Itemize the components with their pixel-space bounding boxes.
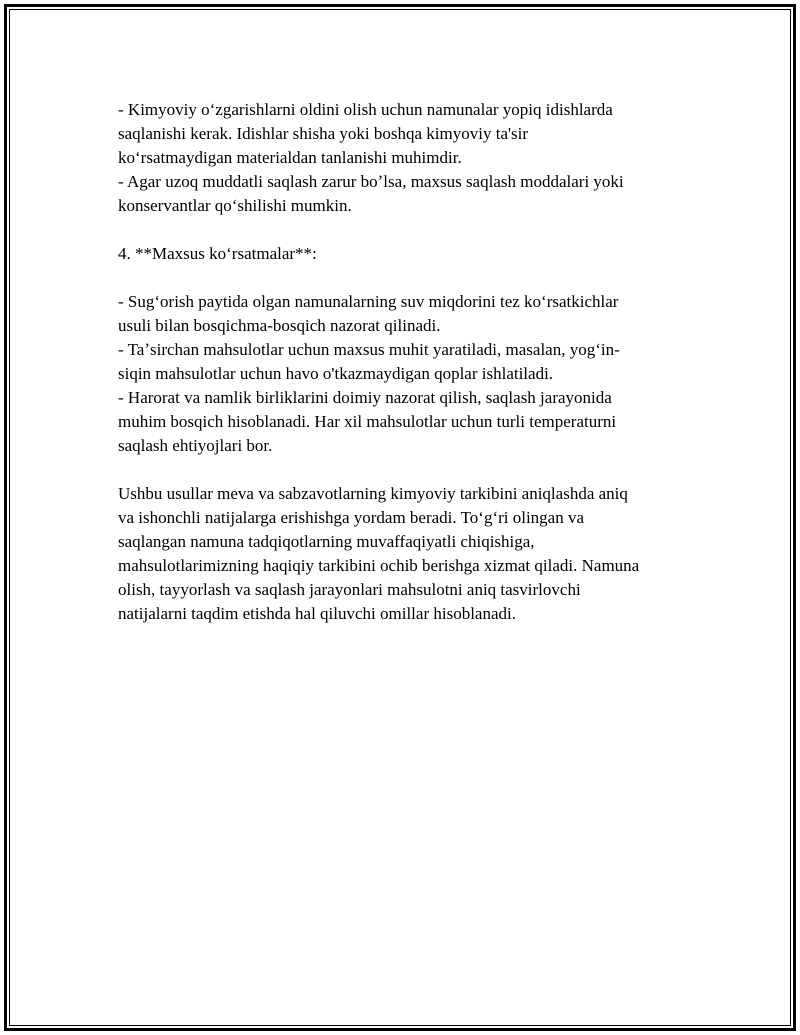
section-heading: [118, 242, 698, 266]
text-line: konservantlar qoʻshilishi mumkin.: [118, 196, 352, 215]
text-line: 4. **Maxsus koʻrsatmalar**:: [118, 244, 317, 263]
text-line: olish, tayyorlash va saqlash jarayonlari mahsulotni aniq tasvirlovchi: [118, 580, 581, 599]
text-line: - Harorat va namlik birliklarini doimiy nazorat qilish, saqlash jarayonida: [118, 388, 612, 407]
text-line: usuli bilan bosqichma-bosqich nazorat qilinadi.: [118, 316, 441, 335]
text-line: - Kimyoviy oʻzgarishlarni oldini olish uchun namunalar yopiq idishlarda: [118, 100, 613, 119]
document-body: [118, 98, 698, 626]
paragraph-spacer: [118, 218, 698, 242]
text-line: natijalarni taqdim etishda hal qiluvchi omillar hisoblanadi.: [118, 604, 516, 623]
text-line: saqlangan namuna tadqiqotlarning muvaffaqiyatli chiqishiga,: [118, 532, 535, 551]
text-line: va ishonchli natijalarga erishishga yordam beradi. Toʻgʻri olingan va: [118, 508, 585, 527]
text-line: siqin mahsulotlar uchun havo o'tkazmaydigan qoplar ishlatiladi.: [118, 364, 554, 383]
page-border: [4, 4, 796, 1031]
text-line: koʻrsatmaydigan materialdan tanlanishi muhimdir.: [118, 148, 462, 167]
text-line: - Agar uzoq muddatli saqlash zarur boʼlsa, maxsus saqlash moddalari yoki: [118, 172, 624, 191]
text-line: - Taʼsirchan mahsulotlar uchun maxsus muhit yaratiladi, masalan, yogʻin-: [118, 340, 620, 359]
paragraph-spacer: [118, 266, 698, 290]
paragraph-special-instructions: [118, 290, 698, 458]
paragraph-storage-containers: [118, 98, 698, 218]
text-line: mahsulotlarimizning haqiqiy tarkibini ochib berishga xizmat qiladi. Namuna: [118, 556, 640, 575]
text-line: saqlash ehtiyojlari bor.: [118, 436, 273, 455]
text-line: - Sugʻorish paytida olgan namunalarning suv miqdorini tez koʻrsatkichlar: [118, 292, 619, 311]
paragraph-spacer: [118, 458, 698, 482]
text-line: saqlanishi kerak. Idishlar shisha yoki boshqa kimyoviy ta'sir: [118, 124, 529, 143]
paragraph-conclusion: [118, 482, 698, 626]
text-line: Ushbu usullar meva va sabzavotlarning kimyoviy tarkibini aniqlashda aniq: [118, 484, 628, 503]
text-line: muhim bosqich hisoblanadi. Har xil mahsulotlar uchun turli temperaturni: [118, 412, 617, 431]
